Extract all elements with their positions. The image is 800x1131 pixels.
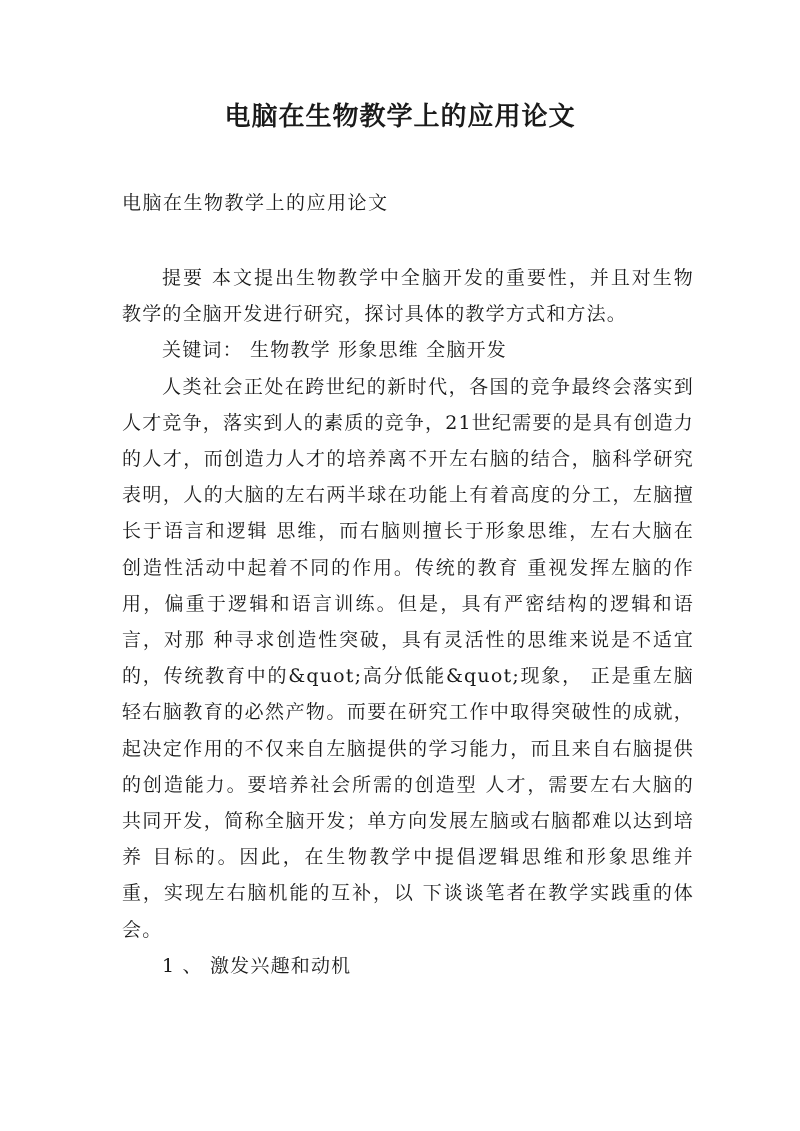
document-body — [122, 260, 694, 984]
intro-paragraph: 人类社会正处在跨世纪的新时代，各国的竞争最终会落实到人才竞争，落实到人的素质的竞争，21世纪需要的是具有创造力的人才，而创造力人才的培养离不开左右脑的结合，脑科学研究表明，人的大脑的左右两半球在功能上有着高度的分工，左脑擅长于语言和逻辑 思维，而右脑则擅长于形象思维，左右大脑在创造性活动中起着不同的作用。传统的教育 重视发挥左脑的作用，偏重于逻辑和语言训练。但是，具有严密结构的逻辑和语言，对那 种寻求创造性突破，具有灵活性的思维来说是不适宜的，传统教育中的&quot;高分低能&quot;现象， 正是重左脑轻右脑教育的必然产物。而要在研究工作中取得突破性的成就，起决定作用的不仅来自左脑提供的学习能力，而且来自右脑提供的创造能力。要培养社会所需的创造型 人才，需要左右大脑的共同开发，简称全脑开发；单方向发展左脑或右脑都难以达到培养 目标的。因此，在生物教学中提倡逻辑思维和形象思维并重，实现左右脑机能的互补，以 下谈谈笔者在教学实践重的体会。 — [122, 375, 694, 941]
abstract-paragraph: 提要 本文提出生物教学中全脑开发的重要性，并且对生物教学的全脑开发进行研究，探讨具体的教学方式和方法。 — [122, 267, 694, 326]
section-heading: 1 、 激发兴趣和动机 — [162, 954, 352, 977]
keywords-line: 关键词： 生物教学 形象思维 全脑开发 — [162, 339, 507, 362]
document-title: 电脑在生物教学上的应用论文 — [224, 102, 576, 132]
document-subtitle: 电脑在生物教学上的应用论文 — [122, 192, 389, 214]
